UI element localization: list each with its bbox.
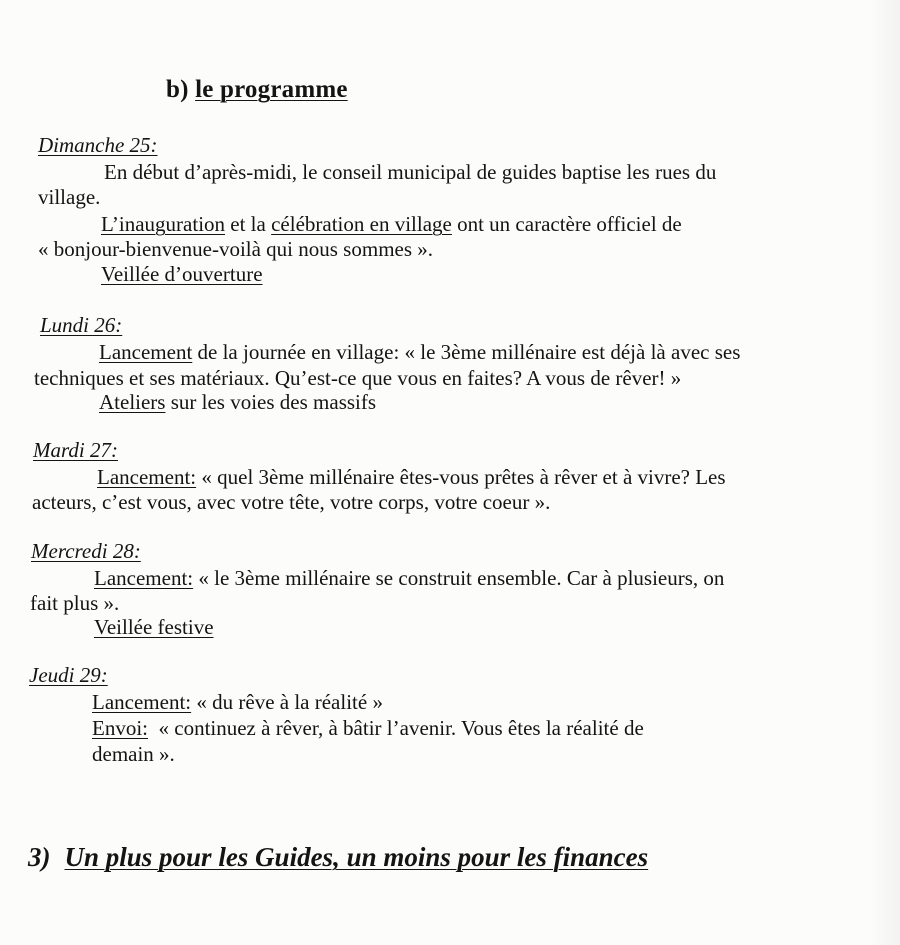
- text-span: « le 3ème millénaire se construit ensemble. Car à plusieurs, on: [193, 566, 725, 590]
- day-heading-mardi: Mardi 27:: [33, 438, 118, 462]
- paragraph-line: [99, 390, 376, 415]
- text-span: et la: [225, 212, 272, 236]
- paragraph-line: demain ».: [92, 742, 175, 766]
- day-heading-lundi: Lundi 26:: [40, 313, 123, 337]
- keyword-veillee-ouverture: Veillée d’ouverture: [101, 262, 263, 286]
- text-span: ont un caractère officiel de: [451, 212, 682, 236]
- text-span: « du rêve à la réalité »: [191, 690, 383, 714]
- text-span: « quel 3ème millénaire êtes-vous prêtes à rêver et à vivre? Les: [196, 465, 726, 489]
- section-heading-text: Un plus pour les Guides, un moins pour les finances: [64, 842, 649, 872]
- day-heading-jeudi: Jeudi 29:: [29, 663, 108, 687]
- text-span: sur les voies des massifs: [165, 390, 377, 414]
- section-title: [166, 76, 348, 104]
- paragraph-line: techniques et ses matériaux. Qu’est-ce que vous en faites? A vous de rêver! »: [34, 366, 682, 390]
- keyword-celebration: célébration en village: [271, 212, 452, 236]
- page-edge-shadow: [870, 0, 900, 945]
- keyword-lancement: Lancement:: [92, 690, 192, 714]
- day-heading-dimanche: Dimanche 25:: [38, 133, 158, 157]
- paragraph-line: [99, 340, 740, 365]
- paragraph-line: En début d’après-midi, le conseil municipal de guides baptise les rues du: [104, 160, 717, 184]
- paragraph-line: « bonjour-bienvenue-voilà qui nous sommes ».: [38, 237, 434, 261]
- keyword-inauguration: L’inauguration: [101, 212, 226, 236]
- next-section-heading: [28, 842, 648, 873]
- paragraph-line: [94, 566, 724, 591]
- keyword-ateliers: Ateliers: [99, 390, 166, 414]
- section-number: 3): [28, 842, 51, 872]
- paragraph-line: village.: [38, 185, 101, 209]
- paragraph-line: fait plus ».: [30, 591, 120, 615]
- paragraph-line: [101, 212, 682, 237]
- section-title-text: le programme: [195, 76, 348, 103]
- keyword-veillee-festive: Veillée festive: [94, 615, 214, 639]
- paragraph-line: acteurs, c’est vous, avec votre tête, votre corps, votre coeur ».: [32, 490, 551, 514]
- keyword-lancement: Lancement:: [97, 465, 197, 489]
- day-heading-mercredi: Mercredi 28:: [31, 539, 141, 563]
- keyword-lancement: Lancement:: [94, 566, 194, 590]
- keyword-envoi: Envoi:: [92, 716, 148, 740]
- section-prefix: b): [166, 76, 189, 103]
- paragraph-line: [97, 465, 726, 490]
- paragraph-line: [92, 690, 383, 715]
- paragraph-line: [92, 716, 644, 741]
- keyword-lancement: Lancement: [99, 340, 193, 364]
- text-span: de la journée en village: « le 3ème millénaire est déjà là avec ses: [192, 340, 741, 364]
- text-span: « continuez à rêver, à bâtir l’avenir. Vous êtes la réalité de: [148, 716, 644, 740]
